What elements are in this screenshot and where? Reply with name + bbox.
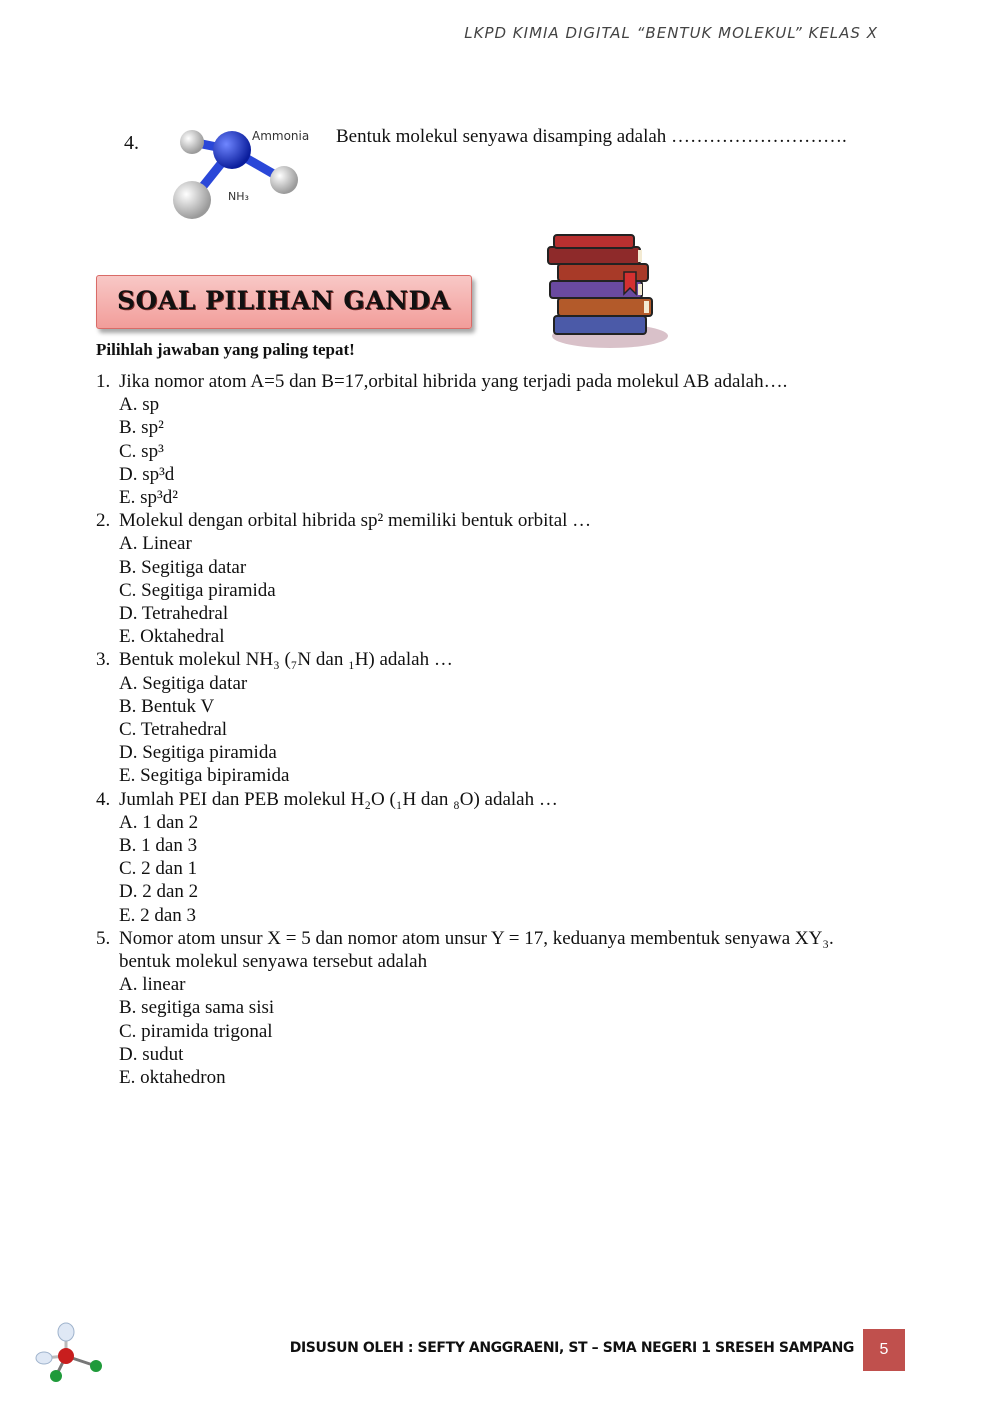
- document-header-title: LKPD KIMIA DIGITAL “BENTUK MOLEKUL” KELAS X: [464, 24, 878, 42]
- question-1: [96, 370, 916, 393]
- section-title: SOAL PILIHAN GANDA: [117, 286, 451, 315]
- answer-option: A. Segitiga datar: [119, 672, 248, 694]
- answer-option: C. Segitiga piramida: [119, 579, 276, 601]
- page-number: 5: [863, 1329, 905, 1371]
- ammonia-molecule-image: [168, 122, 318, 226]
- answer-option: D. Segitiga piramida: [119, 742, 277, 764]
- answer-option: A. 1 dan 2: [119, 811, 199, 833]
- answer-option: C. 2 dan 1: [119, 858, 198, 880]
- footer-credit: DISUSUN OLEH : SEFTY ANGGRAENI, ST – SMA NEGERI 1 SRESEH SAMPANG: [289, 1340, 854, 1356]
- answer-option: D. 2 dan 2: [119, 881, 199, 903]
- answer-option: B. segitiga sama sisi: [119, 997, 275, 1019]
- question-number: 5.: [96, 927, 111, 949]
- molecule-logo-icon: [34, 1320, 110, 1384]
- question-number: 2.: [96, 510, 111, 532]
- ammonia-formula: NH₃: [228, 190, 249, 203]
- answer-option: C. sp³: [119, 440, 164, 462]
- question-text: Jumlah PEI dan PEB molekul H₂O (₁H dan ₈O) adalah …: [119, 788, 558, 810]
- answer-option: E. sp³d²: [119, 487, 178, 509]
- answer-option: C. Tetrahedral: [119, 719, 228, 741]
- answer-option: A. sp: [119, 394, 160, 416]
- question-3: [96, 648, 916, 671]
- answer-option: C. piramida trigonal: [119, 1020, 273, 1042]
- question-4: [96, 788, 916, 811]
- question-number: 1.: [96, 371, 111, 392]
- question-text: Molekul dengan orbital hibrida sp² memiliki bentuk orbital …: [119, 510, 592, 532]
- essay-question-number: 4.: [124, 132, 139, 154]
- answer-option: D. Tetrahedral: [119, 603, 229, 625]
- books-stack-icon: [540, 232, 670, 352]
- answer-option: D. sudut: [119, 1043, 184, 1065]
- question-number: 3.: [96, 649, 111, 671]
- answer-option: B. 1 dan 3: [119, 835, 198, 857]
- answer-option: A. linear: [119, 974, 186, 996]
- question-list: [96, 370, 916, 1089]
- question-text: Jika nomor atom A=5 dan B=17,orbital hibrida yang terjadi pada molekul AB adalah….: [119, 371, 788, 392]
- answer-option: B. Segitiga datar: [119, 556, 247, 578]
- ammonia-label: Ammonia: [252, 129, 310, 143]
- section-title-banner: [96, 275, 472, 329]
- instruction-text: Pilihlah jawaban yang paling tepat!: [96, 340, 355, 359]
- question-text: Bentuk molekul NH₃ (₇N dan ₁H) adalah …: [119, 649, 453, 671]
- answer-option: E. oktahedron: [119, 1067, 226, 1089]
- question-text-continued: bentuk molekul senyawa tersebut adalah: [119, 951, 428, 973]
- essay-question-text: Bentuk molekul senyawa disamping adalah ……………………….: [336, 126, 847, 147]
- answer-option: B. sp²: [119, 417, 164, 439]
- question-number: 4.: [96, 788, 111, 810]
- question-2: [96, 509, 916, 532]
- answer-option: B. Bentuk V: [119, 695, 215, 717]
- answer-option: E. 2 dan 3: [119, 904, 197, 926]
- question-5: [96, 927, 916, 950]
- answer-option: A. Linear: [119, 533, 192, 555]
- answer-option: E. Oktahedral: [119, 626, 225, 648]
- question-text: Nomor atom unsur X = 5 dan nomor atom unsur Y = 17, keduanya membentuk senyawa XY₃.: [119, 927, 834, 949]
- answer-option: D. sp³d: [119, 463, 175, 485]
- answer-option: E. Segitiga bipiramida: [119, 765, 290, 787]
